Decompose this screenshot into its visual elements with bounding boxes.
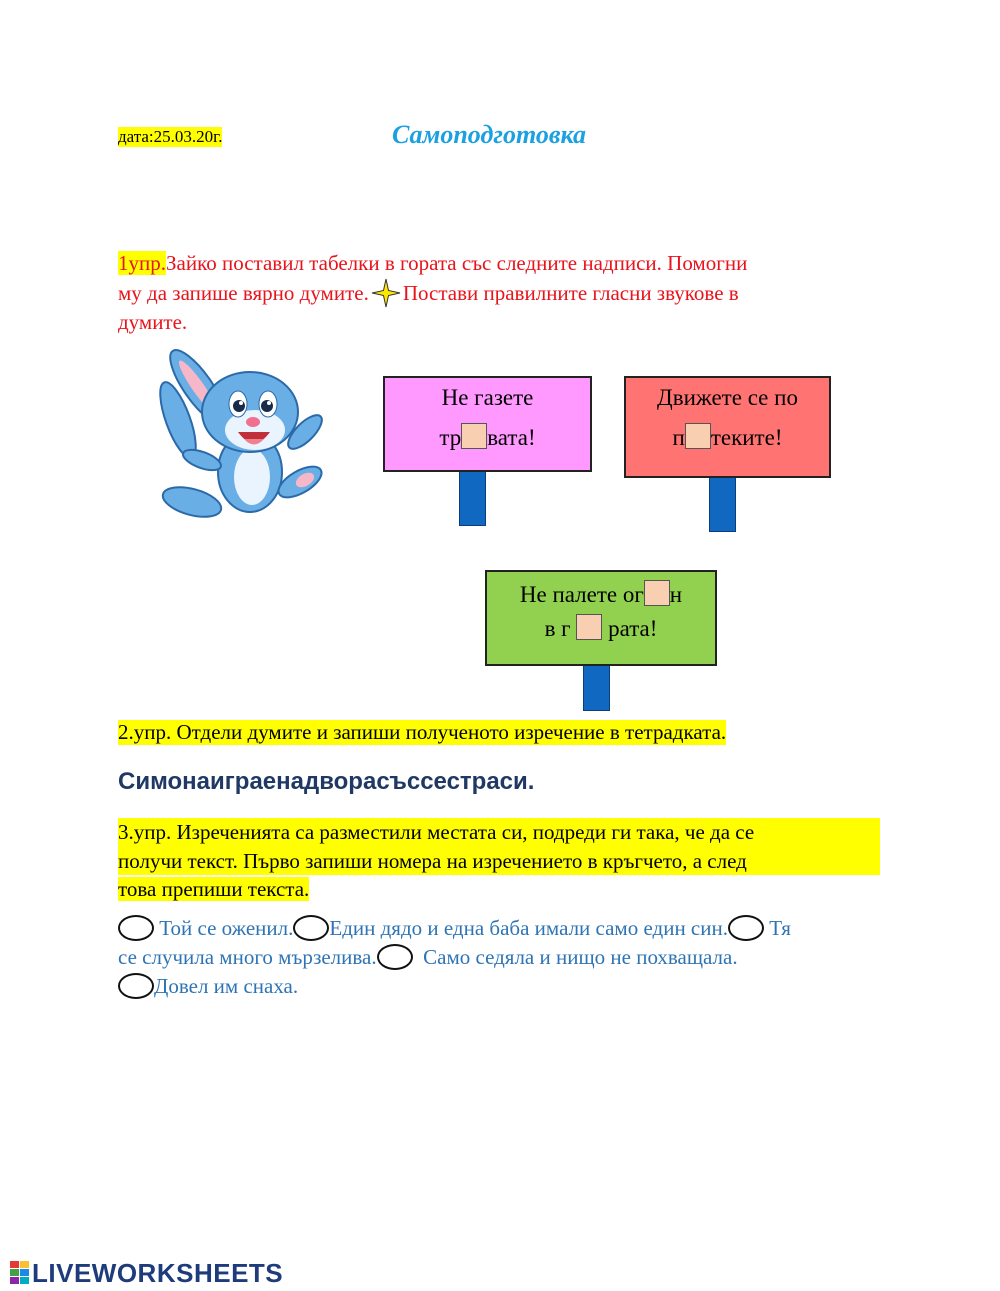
exercise-1-line2b: Постави правилните гласни звукове в <box>402 280 739 305</box>
answer-box[interactable] <box>685 423 711 449</box>
sign-2-prefix: п <box>672 425 685 450</box>
sign-3-prefix1: Не палете ог <box>519 582 644 607</box>
sign-1-line1: Не газете <box>441 385 534 410</box>
order-circle-input[interactable] <box>377 944 413 970</box>
story-sentence: се случила много мързелива. <box>118 945 377 969</box>
exercise-3-line1: 3.упр. Изреченията са разместили местата си, подреди ги така, че да се <box>118 818 880 847</box>
order-circle-input[interactable] <box>118 973 154 999</box>
story-sentence: Един дядо и една баба имали само един син. <box>329 916 728 940</box>
sign-3-prefix2: в г <box>544 616 571 641</box>
sign-1 <box>383 376 592 472</box>
sign-3 <box>485 570 717 666</box>
sign-post <box>459 470 486 526</box>
story-sentence: Само седяла и нищо не похващала. <box>423 945 738 969</box>
date-label: дата:25.03.20г. <box>118 127 223 146</box>
exercise-1-number: 1упр. <box>118 251 166 275</box>
sign-2-suffix: теките! <box>710 425 783 450</box>
order-circle-input[interactable] <box>118 915 154 941</box>
sign-post <box>583 664 610 711</box>
story-sentence: Довел им снаха. <box>154 974 299 998</box>
liveworksheets-logo-icon <box>10 1261 30 1285</box>
sign-1-prefix: тр <box>439 425 462 450</box>
sign-1-suffix: вата! <box>487 425 536 450</box>
sign-2-line1: Движете се по <box>657 385 798 410</box>
sign-2 <box>624 376 831 478</box>
exercise-3-line3: това препиши текста. <box>118 877 310 901</box>
bunny-image <box>140 342 330 527</box>
logo-text: LIVEWORKSHEETS <box>32 1258 284 1288</box>
sign-3-suffix1: н <box>669 582 683 607</box>
story-sentence: Той се оженил. <box>159 916 294 940</box>
story-sentences <box>118 914 888 1001</box>
answer-box[interactable] <box>461 423 487 449</box>
answer-box[interactable] <box>644 580 670 606</box>
order-circle-input[interactable] <box>728 915 764 941</box>
exercise-1-line2a: му да запише вярно думите. <box>118 280 369 305</box>
exercise-1-line3: думите. <box>118 309 188 334</box>
exercise-3-instructions <box>118 818 880 904</box>
order-circle-input[interactable] <box>293 915 329 941</box>
exercise-3-line2: получи текст. Първо запиши номера на изречението в кръгчето, а след <box>118 847 880 876</box>
story-sentence: Тя <box>769 916 791 940</box>
sign-post <box>709 476 736 532</box>
sparkle-star-icon <box>371 278 401 308</box>
exercise-2-instructions: 2.упр. Отдели думите и запиши полученото изречение в тетрадката. <box>118 720 727 744</box>
page-title: Самоподготовка <box>392 120 586 149</box>
joined-sentence: Симонаиграенадворасъссестраси. <box>118 768 535 795</box>
sign-3-suffix2: рата! <box>608 616 658 641</box>
answer-box[interactable] <box>576 614 602 640</box>
exercise-1-instructions <box>118 249 878 336</box>
exercise-1-line1: Зайко поставил табелки в гората със следните надписи. Помогни <box>166 251 748 275</box>
liveworksheets-logo <box>10 1258 283 1289</box>
